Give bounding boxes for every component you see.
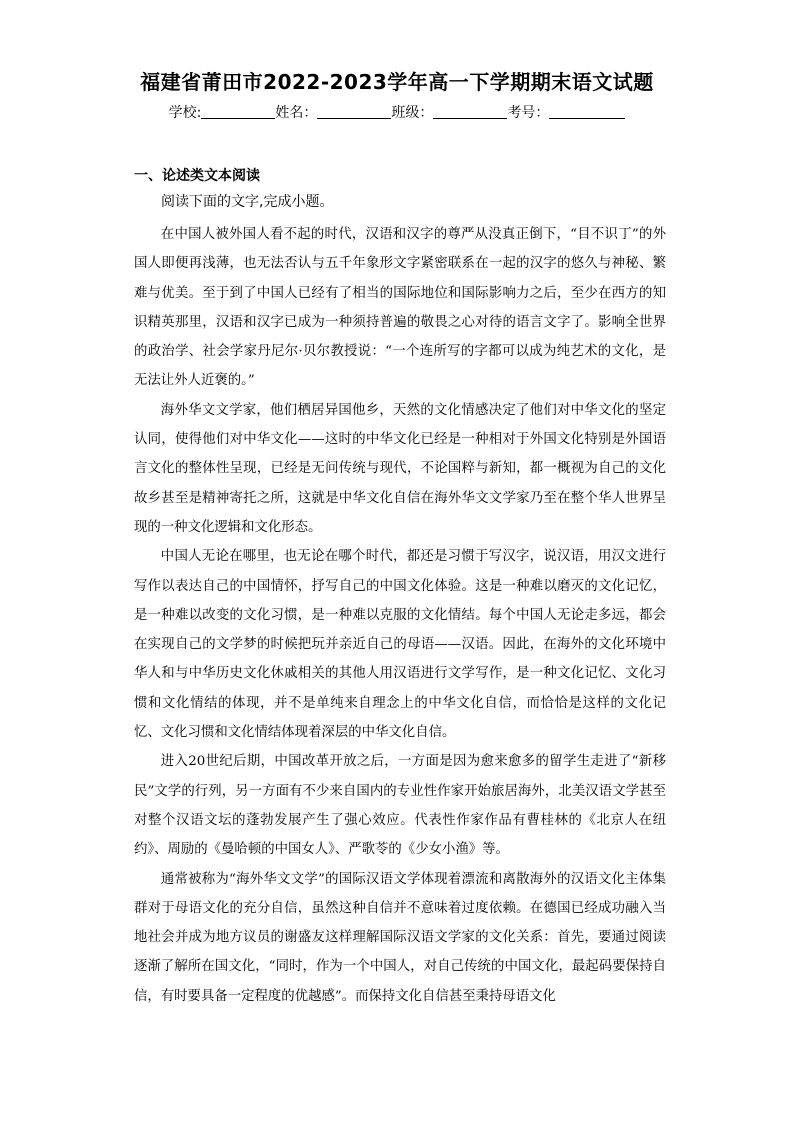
reading-passage	[134, 220, 666, 1011]
passage-paragraph-4: 进入20世纪后期，中国改革开放之后，一方面是因为愈来愈多的留学生走进了“新移民”文学的行列，另一方面有不少来自国内的专业性作家开始旅居海外，北美汉语文学甚至对整个汉语文坛的蓬勃发展产生了强心效应。代表性作家作品有曹桂林的《北京人在纽约》、周励的《曼哈顿的中国女人》、严歌苓的《少女小渔》等。	[134, 754, 666, 858]
class-label: 班级：	[391, 105, 434, 121]
school-blank[interactable]	[201, 104, 275, 119]
passage-paragraph-2: 海外华文文学家，他们栖居异国他乡，天然的文化情感决定了他们对中华文化的坚定认同，使得他们对中华文化——这时的中华文化已经是一种相对于外国文化特别是外国语言文化的整体性呈现，已经是无问传统与现代，不论国粹与新知，都一概视为自己的文化故乡甚至是精神寄托之所，这就是中华文化自信在海外华文文学家乃至在整个华人世界呈现的一种文化逻辑和文化形态。	[134, 402, 666, 535]
exam-no-label: 考号：	[507, 105, 550, 121]
class-blank[interactable]	[433, 104, 507, 119]
passage-paragraph-3: 中国人无论在哪里，也无论在哪个时代，都还是习惯于写汉字，说汉语，用汉文进行写作以表达自己的中国情怀，抒写自己的中国文化体验。这是一种难以磨灭的文化记忆，是一种难以改变的文化习惯，是一种难以克服的文化情结。每个中国人无论走多远，都会在实现自己的文学梦的时候把玩并亲近自己的母语——汉语。因此，在海外的文化环境中华人和与中华历史文化休戚相关的其他人用汉语进行文学写作，是一种文化记忆、文化习惯和文化情结的体现，并不是单纯来自理念上的中华文化自信，而恰恰是这样的文化记忆、文化习惯和文化情结体现着深层的中华文化自信。	[134, 549, 666, 741]
school-label: 学校:	[168, 105, 202, 121]
exam-title: 福建省莆田市2022-2023学年高一下学期期末语文试题	[140, 70, 654, 94]
passage-paragraph-1: 在中国人被外国人看不起的时代，汉语和汉字的尊严从没真正倒下，“目不识丁”的外国人即便再浅薄，也无法否认与五千年象形文字紧密联系在一起的汉字的悠久与神秘、繁难与优美。至于到了中国人已经有了相当的国际地位和国际影响力之后，至少在西方的知识精英那里，汉语和汉字已成为一种须持普遍的敬畏之心对待的语言文字了。影响全世界的政治学、社会学家丹尼尔·贝尔教授说：“一个连所写的字都可以成为纯艺术的文化，是无法让外人近褒的。”	[134, 227, 666, 389]
name-label: 姓名：	[275, 105, 318, 121]
passage-paragraph-5: 通常被称为“海外华文文学”的国际汉语文学体现着漂流和离散海外的汉语文化主体集群对于母语文化的充分自信，虽然这种自信并不意味着过度依赖。在德国已经成功融入当地社会并成为地方议员的谢盛友这样理解国际汉语文学家的文化关系：首先，要通过阅读逐渐了解所在国文化，“同时，作为一个中国人，对自己传统的中国文化，最起码要保持自信，有时要具备一定程度的优越感”。而保持文化自信甚至秉持母语文化	[134, 871, 666, 1004]
reading-instruction: 阅读下面的文字,完成小题。	[161, 194, 334, 210]
student-info-line	[0, 102, 794, 122]
name-blank[interactable]	[317, 104, 391, 119]
exam-no-blank[interactable]	[549, 104, 625, 119]
section-heading: 一、论述类文本阅读	[134, 168, 260, 184]
